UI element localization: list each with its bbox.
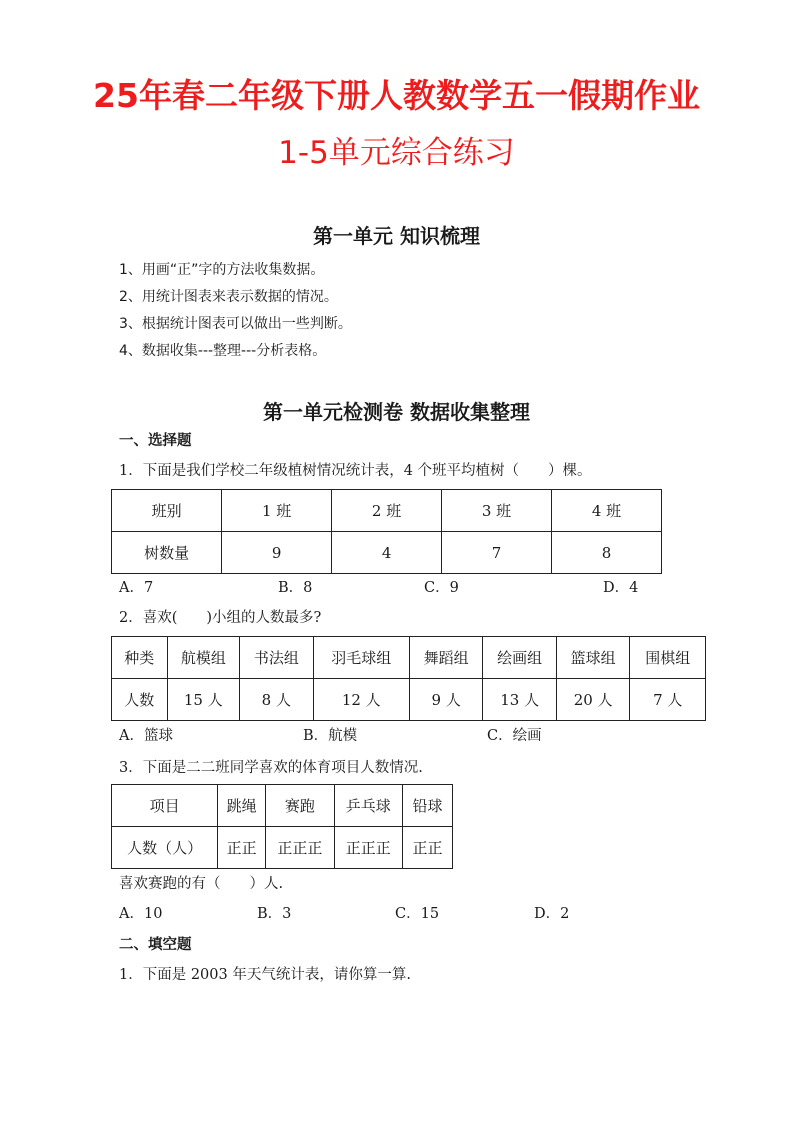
- q1-table: [111, 489, 662, 574]
- option-d: D．4: [603, 580, 639, 596]
- table-cell: 3 班: [442, 490, 552, 532]
- table-cell: 7 人: [630, 679, 706, 721]
- q3-table: [111, 784, 453, 869]
- table-cell: 7: [442, 532, 552, 574]
- summary-point: 1、用画“正”字的方法收集数据。: [119, 262, 325, 278]
- summary-point: 2、用统计图表来表示数据的情况。: [119, 289, 338, 305]
- table-cell: 篮球组: [556, 637, 630, 679]
- option-b: B．3: [257, 906, 292, 922]
- table-cell: 9 人: [409, 679, 483, 721]
- unit1-test-heading: 第一单元检测卷 数据收集整理: [263, 400, 530, 424]
- document-subtitle: 1-5单元综合练习: [278, 135, 515, 171]
- table-cell: 绘画组: [483, 637, 557, 679]
- option-d: D．2: [534, 906, 570, 922]
- table-cell: 航模组: [167, 637, 240, 679]
- table-cell: 2 班: [332, 490, 442, 532]
- section-fill-title: 二、填空题: [119, 937, 192, 953]
- table-cell: 正正: [218, 827, 266, 869]
- question-1-text: 1．下面是我们学校二年级植树情况统计表，4 个班平均植树（ ）棵。: [119, 463, 592, 479]
- table-cell: 人数（人）: [112, 827, 218, 869]
- option-b: B．8: [278, 580, 313, 596]
- table-cell: 铅球: [402, 785, 452, 827]
- option-c: C．9: [424, 580, 459, 596]
- table-cell: 正正正: [334, 827, 402, 869]
- table-cell: 班别: [112, 490, 222, 532]
- document-title: 25年春二年级下册人教数学五一假期作业: [93, 76, 700, 115]
- table-cell: 12 人: [313, 679, 409, 721]
- question-3-text: 3．下面是二二班同学喜欢的体育项目人数情况.: [119, 760, 423, 776]
- option-c: C．15: [395, 906, 440, 922]
- table-cell: 4: [332, 532, 442, 574]
- table-cell: 项目: [112, 785, 218, 827]
- table-cell: 围棋组: [630, 637, 706, 679]
- table-cell: 15 人: [167, 679, 240, 721]
- table-cell: 20 人: [556, 679, 630, 721]
- summary-point: 4、数据收集---整理---分析表格。: [119, 343, 327, 359]
- table-cell: 正正正: [266, 827, 334, 869]
- table-cell: 1 班: [222, 490, 332, 532]
- table-cell: 书法组: [240, 637, 314, 679]
- table-cell: 8: [552, 532, 662, 574]
- question-3-prompt: 喜欢赛跑的有（ ）人.: [119, 876, 284, 892]
- table-cell: 羽毛球组: [313, 637, 409, 679]
- table-cell: 人数: [112, 679, 168, 721]
- option-a: A．篮球: [119, 728, 173, 744]
- table-cell: 种类: [112, 637, 168, 679]
- section-choice-title: 一、选择题: [119, 433, 192, 449]
- q2-table: [111, 636, 706, 721]
- table-cell: 赛跑: [266, 785, 334, 827]
- table-cell: 9: [222, 532, 332, 574]
- table-cell: 树数量: [112, 532, 222, 574]
- option-b: B．航模: [303, 728, 358, 744]
- table-cell: 4 班: [552, 490, 662, 532]
- table-cell: 跳绳: [218, 785, 266, 827]
- table-cell: 乒乓球: [334, 785, 402, 827]
- unit1-summary-heading: 第一单元 知识梳理: [313, 224, 480, 248]
- question-2-text: 2．喜欢( )小组的人数最多?: [119, 610, 322, 626]
- table-cell: 正正: [402, 827, 452, 869]
- table-cell: 13 人: [483, 679, 557, 721]
- option-a: A．7: [119, 580, 154, 596]
- table-cell: 舞蹈组: [409, 637, 483, 679]
- option-a: A．10: [119, 906, 163, 922]
- fill-question-1-text: 1．下面是 2003 年天气统计表，请你算一算.: [119, 967, 411, 983]
- summary-point: 3、根据统计图表可以做出一些判断。: [119, 316, 352, 332]
- table-cell: 8 人: [240, 679, 314, 721]
- option-c: C．绘画: [487, 728, 542, 744]
